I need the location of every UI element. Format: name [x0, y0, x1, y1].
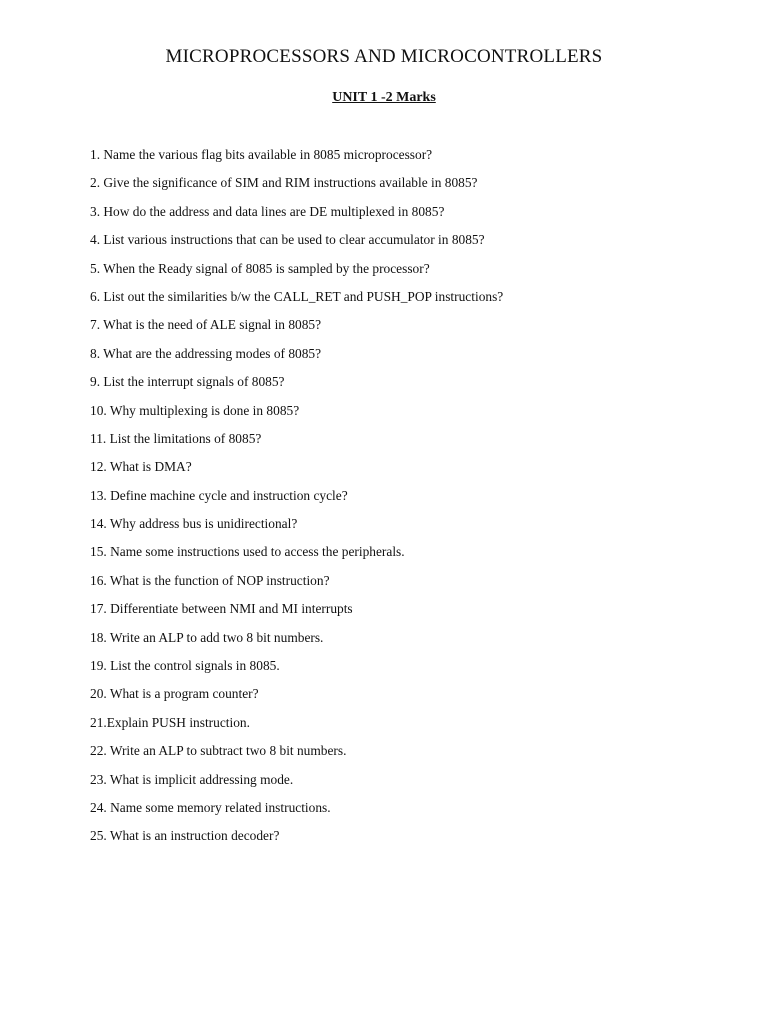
question-item: 6. List out the similarities b/w the CALL_RET and PUSH_POP instructions?: [90, 288, 504, 304]
question-item: 23. What is implicit addressing mode.: [90, 771, 294, 787]
question-item: 18. Write an ALP to add two 8 bit numbers.: [90, 629, 324, 645]
question-item: 3. How do the address and data lines are DE multiplexed in 8085?: [90, 203, 445, 219]
question-item: 10. Why multiplexing is done in 8085?: [90, 402, 300, 418]
question-item: 4. List various instructions that can be used to clear accumulator in 8085?: [90, 232, 485, 248]
question-item: 15. Name some instructions used to access the peripherals.: [90, 544, 405, 560]
question-item: 25. What is an instruction decoder?: [90, 828, 280, 844]
question-item: 11. List the limitations of 8085?: [90, 430, 262, 446]
question-item: 16. What is the function of NOP instruction?: [90, 572, 330, 588]
question-item: 13. Define machine cycle and instruction cycle?: [90, 487, 348, 503]
question-item: 14. Why address bus is unidirectional?: [90, 516, 298, 532]
question-item: 7. What is the need of ALE signal in 8085?: [90, 317, 322, 333]
question-item: 17. Differentiate between NMI and MI interrupts: [90, 601, 353, 617]
question-item: 2. Give the significance of SIM and RIM instructions available in 8085?: [90, 175, 478, 191]
question-item: 22. Write an ALP to subtract two 8 bit numbers.: [90, 743, 347, 759]
question-list: [90, 146, 730, 856]
page-title: MICROPROCESSORS AND MICROCONTROLLERS: [165, 46, 603, 67]
question-item: 5. When the Ready signal of 8085 is sampled by the processor?: [90, 260, 430, 276]
question-item: 8. What are the addressing modes of 8085?: [90, 345, 322, 361]
question-item: 9. List the interrupt signals of 8085?: [90, 374, 285, 390]
question-item: 12. What is DMA?: [90, 459, 192, 475]
question-item: 1. Name the various flag bits available in 8085 microprocessor?: [90, 147, 433, 162]
unit-heading: UNIT 1 -2 Marks: [332, 90, 436, 105]
question-item: 24. Name some memory related instructions.: [90, 799, 331, 815]
question-item: 20. What is a program counter?: [90, 686, 259, 702]
question-item: 19. List the control signals in 8085.: [90, 658, 280, 674]
question-item: 21.Explain PUSH instruction.: [90, 714, 250, 730]
